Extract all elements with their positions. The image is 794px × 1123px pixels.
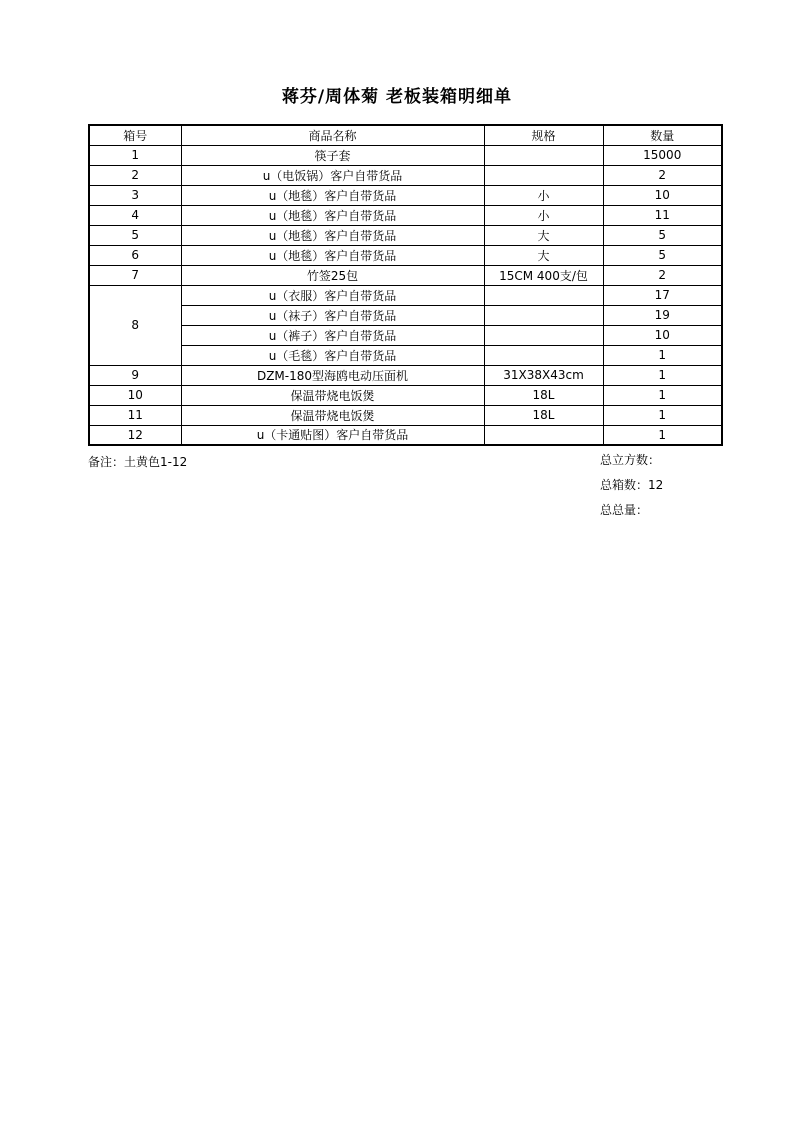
quantity-cell: 11 (603, 205, 722, 225)
spec-cell (484, 305, 603, 325)
spec-cell (484, 425, 603, 445)
total-weight-label: 总总量： (600, 503, 649, 517)
table-header-row (89, 125, 722, 145)
spec-cell: 小 (484, 185, 603, 205)
header-box-number: 箱号 (89, 125, 181, 145)
table-row (89, 245, 722, 265)
product-name-cell: u（地毯）客户自带货品 (181, 245, 484, 265)
spec-cell: 大 (484, 225, 603, 245)
header-product-name: 商品名称 (181, 125, 484, 145)
box-number-cell: 5 (89, 225, 181, 245)
box-number-cell: 10 (89, 385, 181, 405)
box-number-cell: 1 (89, 145, 181, 165)
product-name-cell: 竹签25包 (181, 265, 484, 285)
table-row (89, 405, 722, 425)
product-name-cell: u（毛毯）客户自带货品 (181, 345, 484, 365)
box-number-cell: 9 (89, 365, 181, 385)
box-number-cell: 7 (89, 265, 181, 285)
box-number-cell: 12 (89, 425, 181, 445)
product-name-cell: 保温带烧电饭煲 (181, 385, 484, 405)
spec-cell (484, 165, 603, 185)
total-boxes-value: 12 (648, 478, 664, 492)
product-name-cell: u（卡通贴图）客户自带货品 (181, 425, 484, 445)
product-name-cell: u（地毯）客户自带货品 (181, 185, 484, 205)
box-number-cell: 11 (89, 405, 181, 425)
box-number-cell: 8 (89, 285, 181, 365)
totals-block (600, 448, 663, 523)
product-name-cell: u（电饭锅）客户自带货品 (181, 165, 484, 185)
total-cubic-line (600, 448, 663, 473)
spec-cell: 15CM 400支/包 (484, 265, 603, 285)
product-name-cell: u（地毯）客户自带货品 (181, 225, 484, 245)
box-number-cell: 4 (89, 205, 181, 225)
spec-cell: 18L (484, 385, 603, 405)
spec-cell: 31X38X43cm (484, 365, 603, 385)
table-row (89, 425, 722, 445)
table-row (89, 345, 722, 365)
quantity-cell: 1 (603, 425, 722, 445)
total-cubic-label: 总立方数： (600, 453, 661, 467)
quantity-cell: 10 (603, 325, 722, 345)
product-name-cell: 保温带烧电饭煲 (181, 405, 484, 425)
table-row (89, 205, 722, 225)
spec-cell (484, 325, 603, 345)
spec-cell: 大 (484, 245, 603, 265)
quantity-cell: 5 (603, 225, 722, 245)
header-spec: 规格 (484, 125, 603, 145)
product-name-cell: u（裤子）客户自带货品 (181, 325, 484, 345)
table-row (89, 385, 722, 405)
quantity-cell: 1 (603, 365, 722, 385)
spec-cell: 小 (484, 205, 603, 225)
document-title: 蒋芬/周体菊 老板装箱明细单 (281, 87, 513, 107)
quantity-cell: 1 (603, 345, 722, 365)
packing-list-table (88, 124, 723, 446)
box-number-cell: 6 (89, 245, 181, 265)
table-row (89, 185, 722, 205)
table-row (89, 365, 722, 385)
box-number-cell: 3 (89, 185, 181, 205)
quantity-cell: 19 (603, 305, 722, 325)
table-row (89, 325, 722, 345)
quantity-cell: 1 (603, 405, 722, 425)
product-name-cell: u（衣服）客户自带货品 (181, 285, 484, 305)
quantity-cell: 17 (603, 285, 722, 305)
product-name-cell: DZM-180型海鸥电动压面机 (181, 365, 484, 385)
spec-cell: 18L (484, 405, 603, 425)
quantity-cell: 15000 (603, 145, 722, 165)
total-boxes-line (600, 473, 663, 498)
table-row (89, 285, 722, 305)
spec-cell (484, 145, 603, 165)
spec-cell (484, 285, 603, 305)
table-row (89, 265, 722, 285)
table-row (89, 305, 722, 325)
spec-cell (484, 345, 603, 365)
quantity-cell: 1 (603, 385, 722, 405)
table-row (89, 165, 722, 185)
quantity-cell: 2 (603, 265, 722, 285)
header-quantity: 数量 (603, 125, 722, 145)
document-footer (88, 446, 721, 536)
product-name-cell: 筷子套 (181, 145, 484, 165)
remark-note: 备注：土黄色1-12 (88, 455, 188, 469)
product-name-cell: u（袜子）客户自带货品 (181, 305, 484, 325)
total-boxes-label: 总箱数： (600, 478, 649, 492)
quantity-cell: 2 (603, 165, 722, 185)
box-number-cell: 2 (89, 165, 181, 185)
product-name-cell: u（地毯）客户自带货品 (181, 205, 484, 225)
table-row (89, 225, 722, 245)
total-weight-line (600, 498, 663, 523)
quantity-cell: 5 (603, 245, 722, 265)
table-row (89, 145, 722, 165)
quantity-cell: 10 (603, 185, 722, 205)
